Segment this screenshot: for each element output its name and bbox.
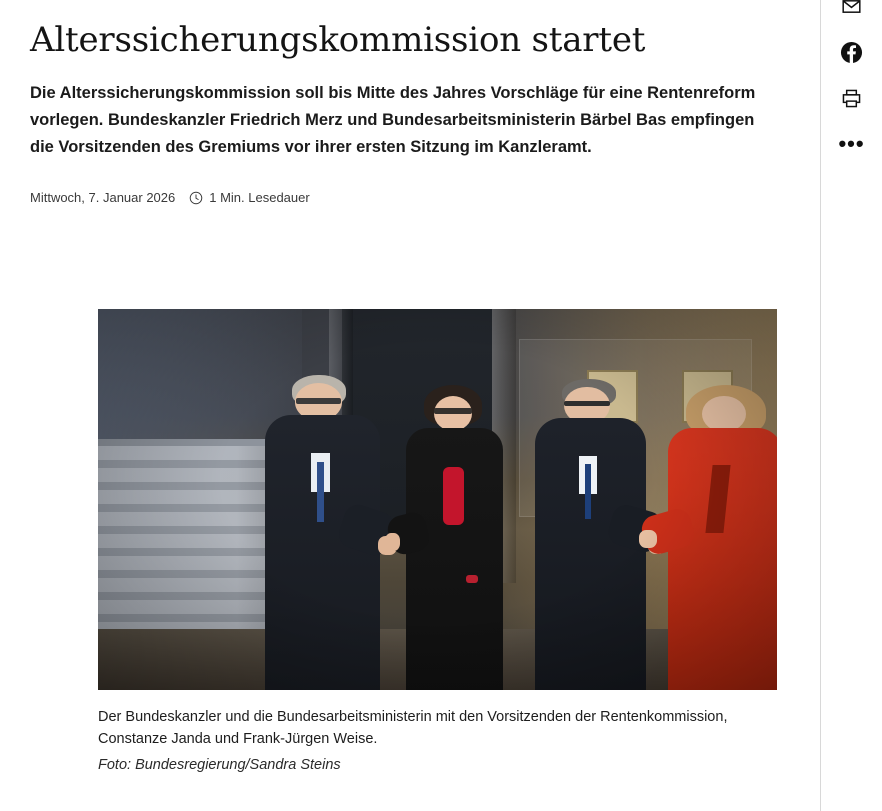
share-rail	[820, 0, 882, 811]
publish-date: Mittwoch, 7. Januar 2026	[30, 190, 176, 206]
article-figure	[98, 309, 777, 776]
more-options-icon: •••	[838, 131, 865, 156]
person-figure	[397, 385, 512, 690]
article-content	[0, 0, 812, 205]
reading-time: 1 Min. Lesedauer	[209, 190, 310, 206]
facebook-icon	[840, 41, 863, 64]
share-facebook-button[interactable]	[832, 32, 872, 72]
person-figure	[526, 378, 655, 690]
article-photo	[98, 309, 777, 690]
share-more-button[interactable]	[832, 124, 872, 164]
caption-text: Der Bundeskanzler und die Bundesarbeitsministerin mit den Vorsitzenden der Rentenkommission, Constanze Janda und Frank-Jürgen Weise.	[98, 709, 728, 748]
print-icon	[841, 88, 862, 109]
article-teaser: Die Alterssicherungskommission soll bis Mitte des Jahres Vorschläge für eine Rentenreform vorlegen. Bundeskanzler Friedrich Merz und Bundesarbeitsministerin Bärbel Bas empfingen die Vorsitzenden des Gremiums vor ihrer ersten Sitzung im Kanzleramt.	[30, 84, 756, 156]
figure-caption	[98, 706, 758, 776]
mail-icon	[841, 0, 862, 17]
person-figure	[668, 385, 777, 690]
share-mail-button[interactable]	[832, 0, 872, 26]
clock-icon	[189, 191, 203, 205]
share-print-button[interactable]	[832, 78, 872, 118]
page-title: Alterssicherungskommission startet	[30, 20, 646, 60]
person-figure	[254, 374, 390, 690]
article-meta	[30, 190, 782, 205]
photo-credit: Foto: Bundesregierung/Sandra Steins	[98, 756, 341, 773]
